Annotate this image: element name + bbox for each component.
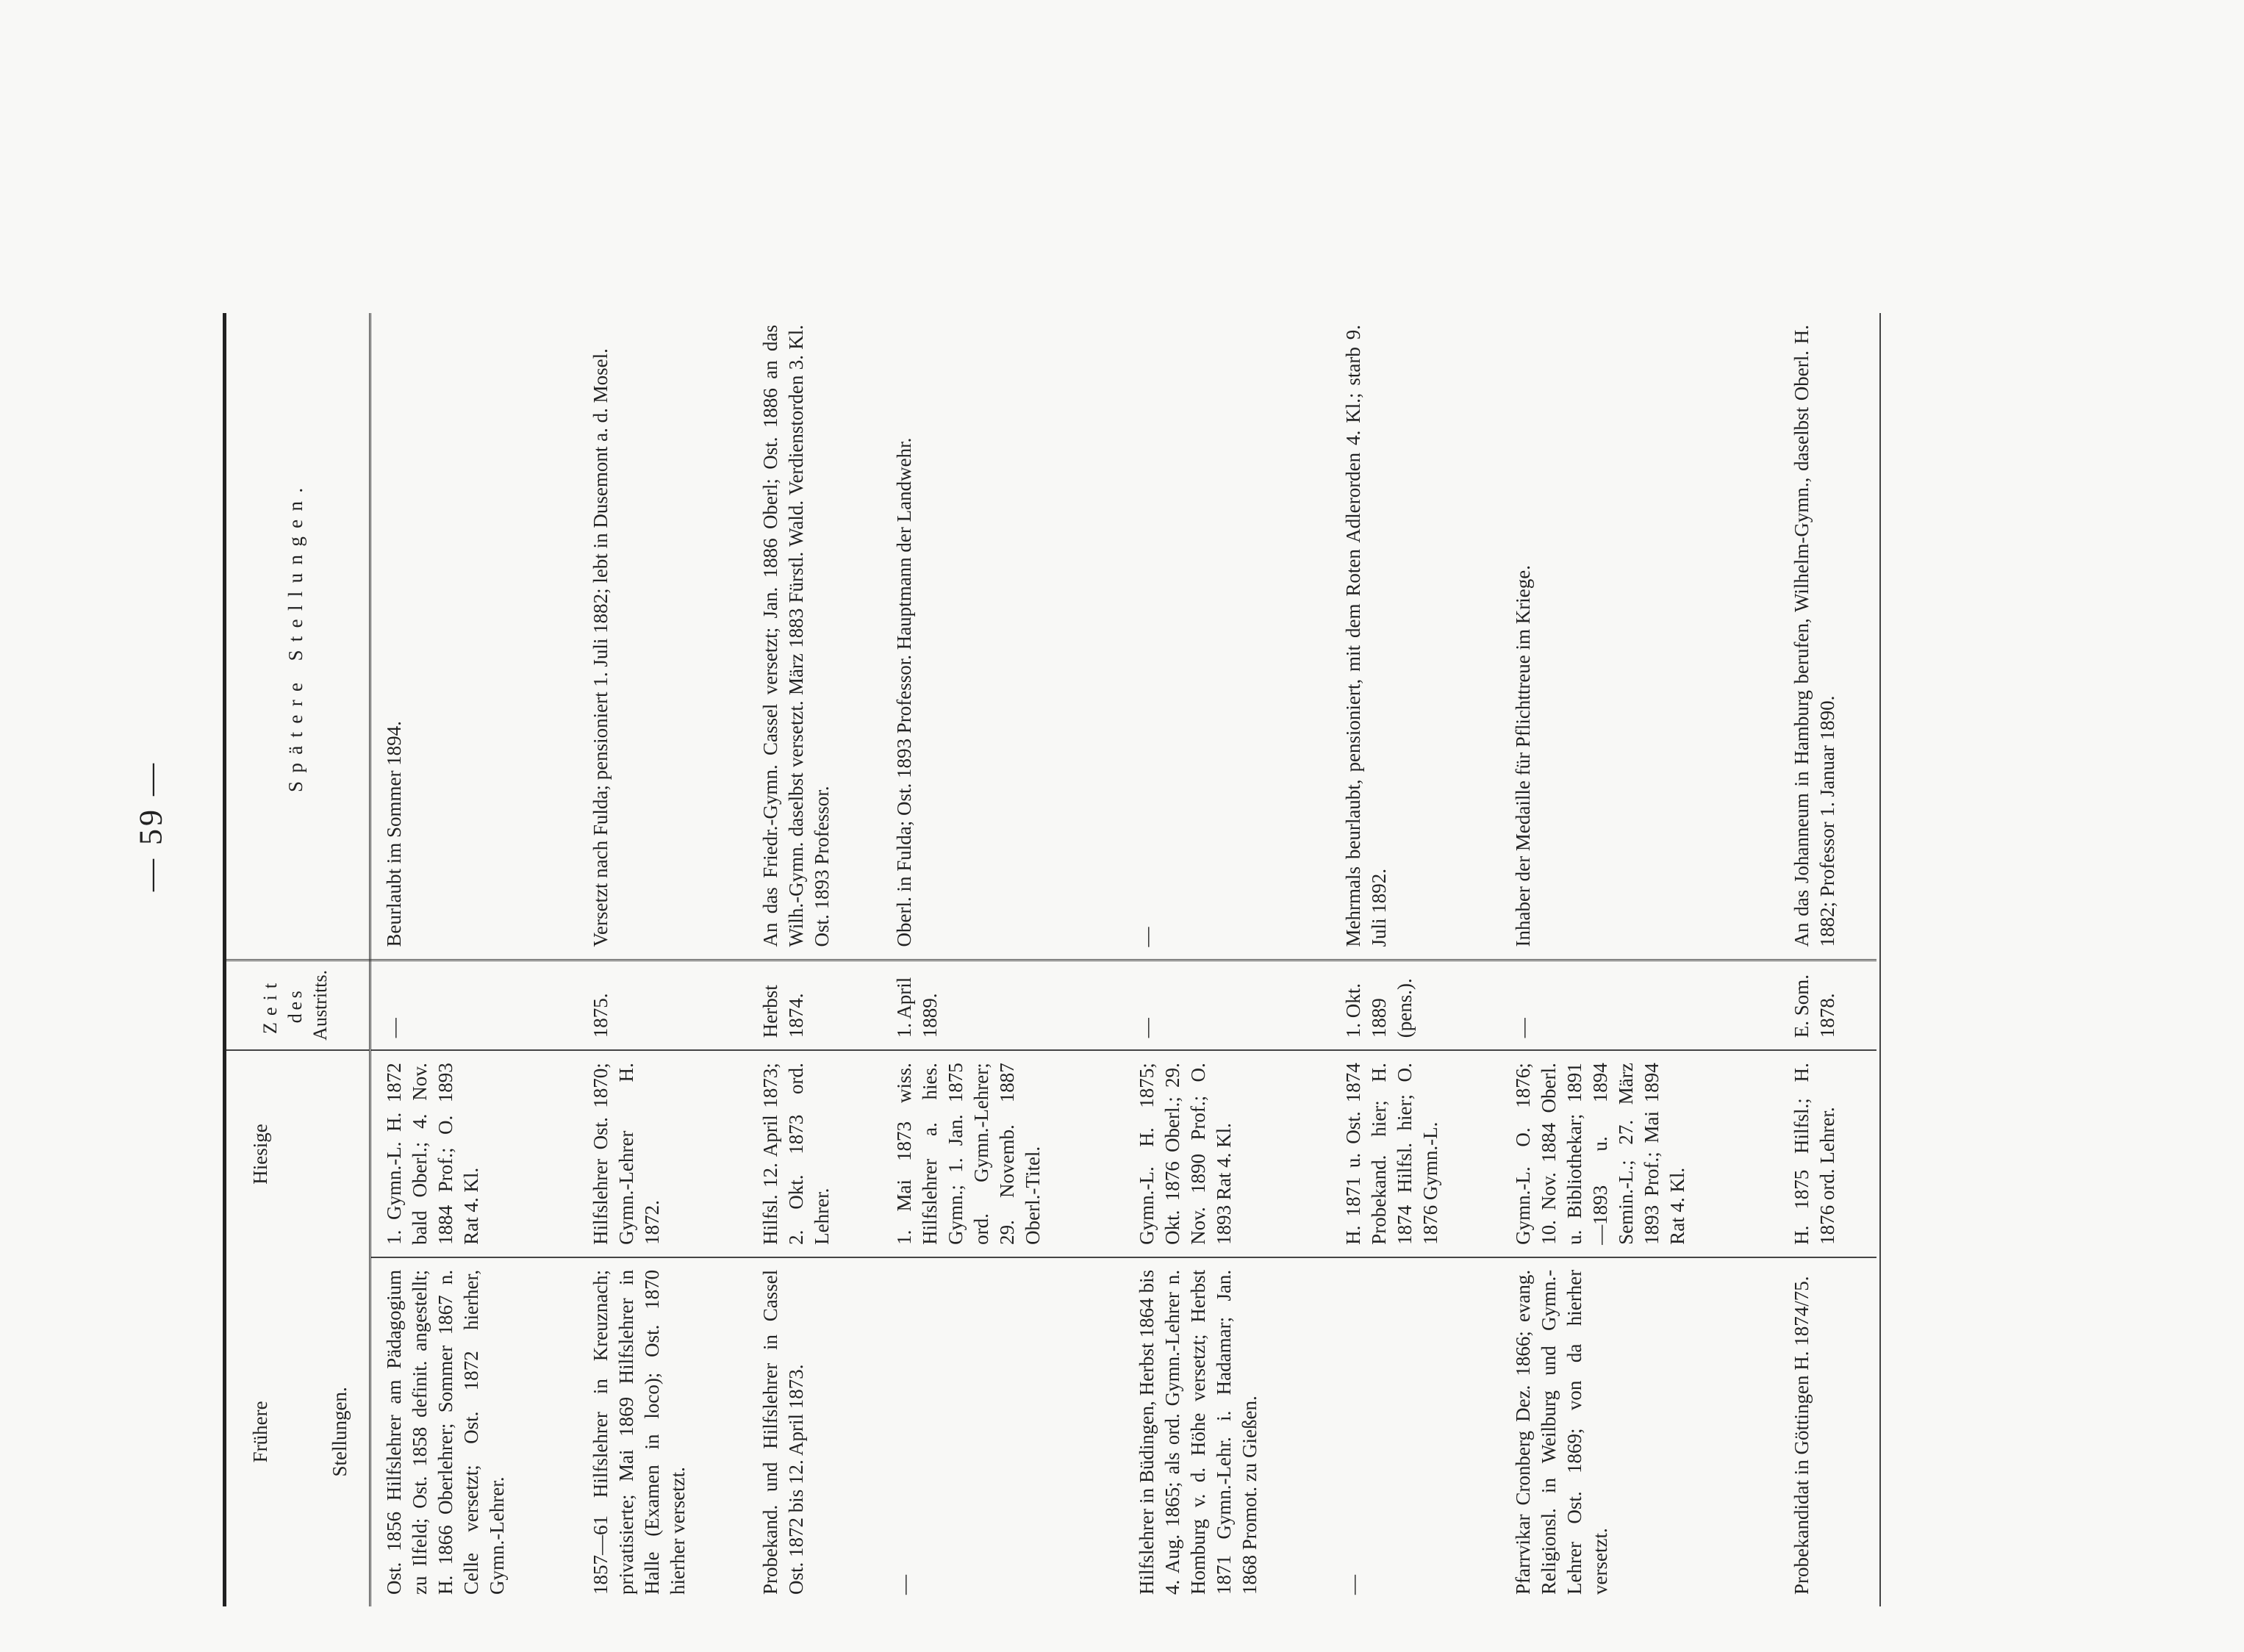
- cell-spaetere: —: [1136, 927, 1158, 947]
- cell-zeit: E. Som. 1878.: [1779, 960, 1876, 1050]
- cell-hiesige: 1. Mai 1873 wiss. Hilfslehrer a. hies. Gymn.; 1. Jan. 1875 ord. Gymn.-Lehrer; 29. Novemb. 1887 Oberl.-Titel.: [881, 1050, 1124, 1257]
- cell-spaetere: An das Friedr.-Gymn. Cassel versetzt; Jan. 1886 Oberl; Ost. 1886 an das Wilh.-Gymn. daselbst versetzt. März 1883 Fürstl. Wald. Verdienstorden 3. Kl. Ost. 1893 Professor.: [759, 325, 834, 947]
- cell-spaetere: Beurlaubt im Sommer 1894.: [382, 721, 405, 947]
- cell-hiesige: Hilfslehrer Ost. 1870; Gymn.-Lehrer H. 1872.: [578, 1050, 748, 1257]
- cell-hiesige: Hilfsl. 12. April 1873; 2. Okt. 1873 ord. Lehrer.: [748, 1050, 881, 1257]
- header-zeit: [223, 960, 370, 1050]
- header-hiesige-label: Hiesige: [249, 1124, 271, 1185]
- cell-spaetere: Oberl. in Fulda; Ost. 1893 Professor. Hauptmann der Landwehr.: [893, 437, 916, 947]
- cell-fruehere: Probekand. und Hilfslehrer in Cassel Ost. 1872 bis 12. April 1873.: [748, 1257, 881, 1606]
- cell-fruehere: Probekandidat in Göttingen H. 1874/75.: [1779, 1257, 1876, 1606]
- page-number: — 59 —: [132, 761, 169, 891]
- cell-hiesige: H. 1875 Hilfsl.; H. 1876 ord. Lehrer.: [1779, 1050, 1876, 1257]
- header-row: [223, 313, 370, 1606]
- table-row: [578, 313, 748, 1606]
- table-row: [1779, 313, 1876, 1606]
- cell-fruehere: Ost. 1856 Hilfslehrer am Pädagogium zu Ilfeld; Ost. 1858 definit. angestellt; H. 1866 Oberlehrer; Sommer 1867 n. Celle versetzt; Ost. 1872 hierher, Gymn.-Lehrer.: [370, 1257, 578, 1606]
- cell-zeit: Herbst 1874.: [748, 960, 881, 1050]
- header-fruehere-bottom: Stellungen.: [328, 1387, 351, 1477]
- bottom-rule: [1879, 313, 1881, 1606]
- cell-hiesige: H. 1871 u. Ost. 1874 Probekand. hier; H. 1874 Hilfsl. hier; O. 1876 Gymn.-L.: [1330, 1050, 1500, 1257]
- cell-spaetere: Inhaber der Medaille für Pflichttreue im Kriege.: [1511, 564, 1534, 947]
- cell-spaetere: An das Johanneum in Hamburg berufen, Wilhelm-Gymn., daselbst Oberl. H. 1882; Professor 1. Januar 1890.: [1790, 325, 1839, 947]
- cell-spaetere: Versetzt nach Fulda; pensioniert 1. Juli 1882; lebt in Dusemont a. d. Mosel.: [589, 348, 612, 947]
- table-row: [1124, 313, 1330, 1606]
- cell-zeit: 1. Okt. 1889 (pens.).: [1330, 960, 1500, 1050]
- cell-zeit: 1. April 1889.: [881, 960, 1124, 1050]
- cell-fruehere: —: [881, 1257, 1124, 1606]
- cell-hiesige: Gymn.-L. O. 1876; 10. Nov. 1884 Oberl. u. Bibliothekar; 1891—1893 u. 1894 Semin.-L.; 27. März 1893 Prof.; Mai 1894 Rat 4. Kl.: [1500, 1050, 1779, 1257]
- table-row: [748, 313, 881, 1606]
- header-des-label: des: [284, 987, 307, 1024]
- header-fruehere: [223, 1257, 370, 1606]
- table-row: [1330, 313, 1500, 1606]
- table-row: [1500, 313, 1779, 1606]
- header-fruehere-top: Frühere: [249, 1401, 271, 1463]
- cell-fruehere: —: [1330, 1257, 1500, 1606]
- staff-table: [223, 313, 1876, 1606]
- cell-hiesige: Gymn.-L. H. 1875; Okt. 1876 Oberl.; 29. Nov. 1890 Prof.; O. 1893 Rat 4. Kl.: [1124, 1050, 1330, 1257]
- cell-zeit: 1875.: [578, 960, 748, 1050]
- cell-zeit: —: [370, 960, 578, 1050]
- header-spaetere: Spätere Stellungen.: [223, 313, 370, 960]
- cell-fruehere: Pfarrvikar Cronberg Dez. 1866; evang. Religionsl. in Weilburg und Gymn.-Lehrer Ost. 1869; von da hierher versetzt.: [1500, 1257, 1779, 1606]
- cell-zeit: —: [1500, 960, 1779, 1050]
- header-austritts-label: Austritts.: [309, 969, 331, 1041]
- header-zeit-label: Zeit: [259, 976, 282, 1035]
- cell-spaetere: Mehrmals beurlaubt, pensioniert, mit dem Roten Adlerorden 4. Kl.; starb 9. Juli 1892.: [1341, 325, 1390, 947]
- cell-zeit: —: [1124, 960, 1330, 1050]
- table-row: [881, 313, 1124, 1606]
- table-row: [370, 313, 578, 1606]
- staff-record-table: [223, 313, 1876, 1606]
- header-hiesige: [223, 1050, 370, 1257]
- cell-hiesige: 1. Gymn.-L. H. 1872 bald Oberl.; 4. Nov. 1884 Prof.; O. 1893 Rat 4. Kl.: [370, 1050, 578, 1257]
- cell-fruehere: Hilfslehrer in Büdingen, Herbst 1864 bis 4. Aug. 1865; als ord. Gymn.-Lehrer n. Homburg v. d. Höhe versetzt; Herbst 1871 Gymn.-Lehr. i. Hadamar; Jan. 1868 Promot. zu Gießen.: [1124, 1257, 1330, 1606]
- cell-fruehere: 1857—61 Hilfslehrer in Kreuznach; privatisierte; Mai 1869 Hilfslehrer in Halle (Examen in loco); Ost. 1870 hierher versetzt.: [578, 1257, 748, 1606]
